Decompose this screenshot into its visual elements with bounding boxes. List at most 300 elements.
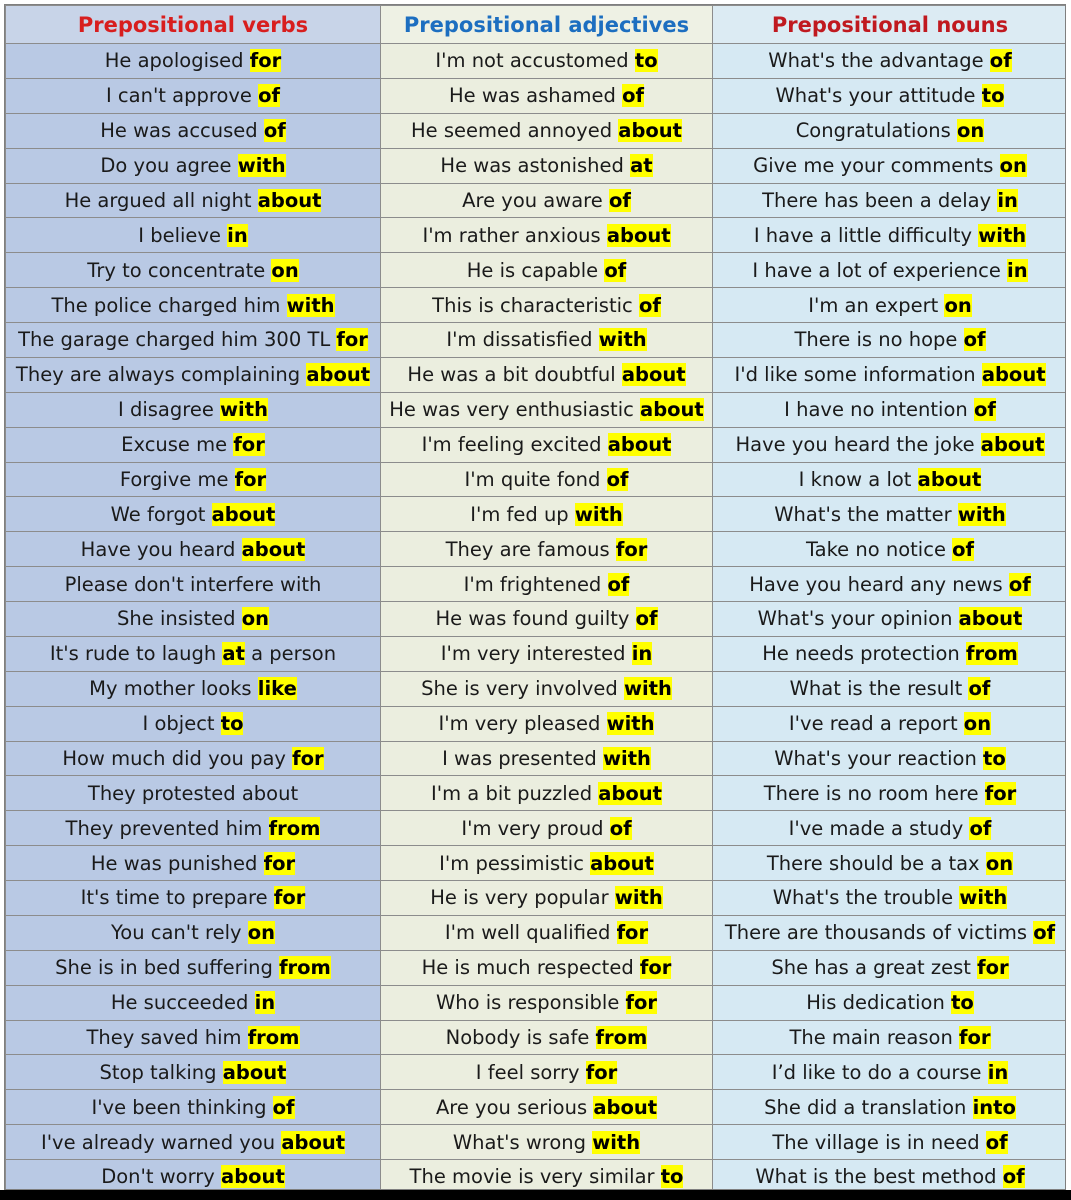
phrase-text: I have a little difficulty [753,223,979,247]
prepositions-table-frame [4,4,1066,1190]
highlighted-preposition: at [630,154,653,178]
noun-cell [713,497,1067,532]
phrase-text: I'm feeling excited [421,433,608,457]
highlighted-preposition: of [963,328,986,352]
highlighted-preposition: with [237,154,286,178]
phrase-text: You can't rely [110,921,248,945]
adjective-cell [381,1020,713,1055]
phrase-text: I'm very interested [440,642,632,666]
noun-cell [713,78,1067,113]
highlighted-preposition: about [222,1060,287,1084]
highlighted-preposition: to [220,712,244,736]
noun-cell [713,671,1067,706]
adjective-cell [381,811,713,846]
verb-cell [6,741,381,776]
phrase-text: There has been a delay [762,188,998,212]
table-row [6,113,1067,148]
highlighted-preposition: with [614,886,663,910]
phrase-text: What's wrong [452,1130,593,1154]
verb-cell [6,1160,381,1191]
highlighted-preposition: with [220,398,268,422]
table-row [6,1055,1067,1090]
verb-cell [6,671,381,706]
verb-cell [6,78,381,113]
verb-cell [6,1055,381,1090]
phrase-text: Forgive me [119,467,235,491]
phrase-text: He seemed annoyed [410,119,619,143]
noun-cell [713,427,1067,462]
verb-cell [6,253,381,288]
adjective-cell [381,323,713,358]
verb-cell [6,497,381,532]
phrase-text: I'm rather anxious [422,223,607,247]
highlighted-preposition: on [271,258,299,282]
table-row [6,1020,1067,1055]
highlighted-preposition: for [263,851,296,875]
phrase-text: Have you heard any news [749,572,1009,596]
table-row [6,44,1067,79]
highlighted-preposition: from [268,816,321,840]
highlighted-preposition: about [281,1130,346,1154]
phrase-text: I'm not accustomed [435,49,635,73]
highlighted-preposition: of [609,816,632,840]
highlighted-preposition: at [222,642,245,666]
verb-cell [6,357,381,392]
highlighted-preposition: about [981,363,1046,387]
phrase-text: He argued all night [64,188,258,212]
highlighted-preposition: for [234,467,267,491]
highlighted-preposition: of [969,816,992,840]
noun-cell [713,113,1067,148]
highlighted-preposition: of [1008,572,1031,596]
adjective-cell [381,671,713,706]
header-prepositional-nouns: Prepositional nouns [713,6,1067,44]
verb-cell [6,532,381,567]
phrase-text: What's the matter [774,502,958,526]
noun-cell [713,253,1067,288]
noun-cell [713,915,1067,950]
phrase-text: He is very popular [430,886,615,910]
adjective-cell [381,1090,713,1125]
phrase-text-tail: a person [244,642,337,666]
noun-cell [713,1055,1067,1090]
table-row [6,811,1067,846]
highlighted-preposition: of [604,258,627,282]
adjective-cell [381,636,713,671]
phrase-text: Stop talking [99,1060,223,1084]
table-row [6,985,1067,1020]
noun-cell [713,462,1067,497]
phrase-text: He was very enthusiastic [389,398,641,422]
highlighted-preposition: to [981,84,1005,108]
verb-cell [6,567,381,602]
table-row [6,532,1067,567]
highlighted-preposition: for [233,433,265,457]
phrase-text: I was presented [442,746,603,770]
verb-cell [6,881,381,916]
highlighted-preposition: into [972,1095,1016,1119]
highlighted-preposition: to [634,49,658,73]
highlighted-preposition: of [635,607,658,631]
highlighted-preposition: from [279,956,331,980]
header-prepositional-adjectives: Prepositional adjectives [381,6,713,44]
table-row [6,950,1067,985]
verb-cell [6,776,381,811]
phrase-text: I'm very pleased [438,712,607,736]
phrase-text: I have a lot of experience [752,258,1008,282]
highlighted-preposition: about [257,188,322,212]
adjective-cell [381,392,713,427]
header-row [6,6,1067,44]
table-row [6,78,1067,113]
table-row [6,636,1067,671]
phrase-text: I object [142,712,221,736]
phrase-text: I'm dissatisfied [446,328,599,352]
adjective-cell [381,44,713,79]
phrase-text: Who is responsible [435,991,626,1015]
phrase-text: I know a lot [798,467,918,491]
table-row [6,567,1067,602]
phrase-text: What's your reaction [774,746,984,770]
noun-cell [713,741,1067,776]
highlighted-preposition: with [574,502,623,526]
verb-cell [6,1090,381,1125]
highlighted-preposition: of [968,677,991,701]
phrase-text: I feel sorry [475,1060,586,1084]
highlighted-preposition: about [640,398,704,422]
phrase-text: He succeeded [110,991,255,1015]
phrase-text: We forgot [110,502,212,526]
phrase-text: What's your opinion [757,607,959,631]
highlighted-preposition: for [615,537,648,561]
highlighted-preposition: for [984,781,1017,805]
adjective-cell [381,148,713,183]
highlighted-preposition: about [618,119,682,143]
verb-cell [6,148,381,183]
verb-cell [6,427,381,462]
verb-cell [6,392,381,427]
highlighted-preposition: about [607,433,672,457]
table-row [6,497,1067,532]
table-row [6,253,1067,288]
highlighted-preposition: for [639,956,672,980]
noun-cell [713,811,1067,846]
highlighted-preposition: for [292,746,324,770]
phrase-text: They are always complaining [15,363,307,387]
phrase-text: What is the best method [755,1165,1003,1189]
noun-cell [713,357,1067,392]
phrase-text: They are famous [445,537,616,561]
highlighted-preposition: with [592,1130,641,1154]
phrase-text: It's time to prepare [80,886,274,910]
verb-cell [6,323,381,358]
phrase-text: There are thousands of victims [724,921,1034,945]
phrase-text: How much did you pay [62,746,293,770]
noun-cell [713,1020,1067,1055]
phrase-text: Don't worry [101,1165,222,1189]
highlighted-preposition: to [983,746,1006,770]
highlighted-preposition: in [254,991,276,1015]
phrase-text: Are you serious [435,1095,594,1119]
highlighted-preposition: about [241,537,306,561]
highlighted-preposition: in [997,188,1018,212]
noun-cell [713,985,1067,1020]
noun-cell [713,846,1067,881]
adjective-cell [381,113,713,148]
phrase-text: I’d like to do a course [771,1060,988,1084]
table-row [6,671,1067,706]
highlighted-preposition: of [1033,921,1056,945]
verb-cell [6,44,381,79]
highlighted-preposition: about [958,607,1023,631]
phrase-text: He is capable [466,258,605,282]
phrase-text: It's rude to laugh [49,642,223,666]
highlighted-preposition: with [286,293,335,317]
highlighted-preposition: from [595,1025,648,1049]
verb-cell [6,462,381,497]
adjective-cell [381,183,713,218]
table-row [6,218,1067,253]
phrase-text: He is much respected [421,956,640,980]
highlighted-preposition: on [957,119,985,143]
highlighted-preposition: for [336,328,368,352]
highlighted-preposition: to [660,1165,684,1189]
highlighted-preposition: in [227,223,248,247]
highlighted-preposition: for [977,956,1009,980]
adjective-cell [381,985,713,1020]
adjective-cell [381,1160,713,1191]
highlighted-preposition: of [606,467,629,491]
adjective-cell [381,78,713,113]
highlighted-preposition: of [989,49,1012,73]
table-row [6,1090,1067,1125]
table-row [6,323,1067,358]
adjective-cell [381,497,713,532]
adjective-cell [381,741,713,776]
highlighted-preposition: with [598,328,647,352]
noun-cell [713,776,1067,811]
adjective-cell [381,427,713,462]
phrase-text: The garage charged him 300 TL [18,328,337,352]
table-body [6,44,1067,1191]
verb-cell [6,985,381,1020]
table-row [6,462,1067,497]
highlighted-preposition: of [638,293,661,317]
noun-cell [713,636,1067,671]
adjective-cell [381,567,713,602]
table-row [6,427,1067,462]
highlighted-preposition: to [951,991,974,1015]
noun-cell [713,183,1067,218]
noun-cell [713,1090,1067,1125]
phrase-text: I'm pessimistic [439,851,591,875]
highlighted-preposition: in [987,1060,1009,1084]
header-prepositional-verbs: Prepositional verbs [6,6,381,44]
phrase-text: I'm a bit puzzled [430,781,599,805]
highlighted-preposition: on [944,293,972,317]
highlighted-preposition: in [631,642,653,666]
verb-cell [6,602,381,637]
phrase-text: Are you aware [462,188,609,212]
phrase-text: Congratulations [795,119,958,143]
verb-cell [6,915,381,950]
noun-cell [713,218,1067,253]
highlighted-preposition: about [980,433,1045,457]
highlighted-preposition: about [621,363,686,387]
phrase-text: I'm well qualified [444,921,617,945]
noun-cell [713,706,1067,741]
phrase-text: I'm fed up [470,502,575,526]
verb-cell [6,846,381,881]
verb-cell [6,636,381,671]
phrase-text: She has a great zest [771,956,978,980]
highlighted-preposition: for [273,886,306,910]
adjective-cell [381,602,713,637]
noun-cell [713,1125,1067,1160]
adjective-cell [381,915,713,950]
phrase-text: He was a bit doubtful [407,363,622,387]
adjective-cell [381,462,713,497]
highlighted-preposition: on [241,607,269,631]
prepositions-table [5,5,1066,1190]
phrase-text: The village is in need [772,1130,986,1154]
highlighted-preposition: of [607,572,630,596]
phrase-text: They prevented him [65,816,269,840]
highlighted-preposition: about [306,363,371,387]
phrase-text: They protested about [87,781,299,805]
noun-cell [713,392,1067,427]
verb-cell [6,183,381,218]
adjective-cell [381,1055,713,1090]
highlighted-preposition: of [263,119,286,143]
phrase-text: He was ashamed [449,84,623,108]
verb-cell [6,1020,381,1055]
phrase-text: Excuse me [121,433,234,457]
adjective-cell [381,776,713,811]
highlighted-preposition: on [963,712,992,736]
verb-cell [6,113,381,148]
highlighted-preposition: of [952,537,975,561]
adjective-cell [381,357,713,392]
phrase-text: Nobody is safe [445,1025,596,1049]
phrase-text: I can't approve [105,84,259,108]
highlighted-preposition: about [606,223,671,247]
phrase-text: This is characteristic [432,293,639,317]
highlighted-preposition: for [959,1025,991,1049]
phrase-text: The police charged him [51,293,287,317]
highlighted-preposition: for [585,1060,618,1084]
table-row [6,1160,1067,1191]
table-row [6,1125,1067,1160]
highlighted-preposition: of [258,84,281,108]
highlighted-preposition: on [985,851,1014,875]
phrase-text: She did a translation [764,1095,973,1119]
noun-cell [713,148,1067,183]
highlighted-preposition: for [249,49,282,73]
highlighted-preposition: with [606,712,655,736]
highlighted-preposition: on [247,921,276,945]
highlighted-preposition: of [985,1130,1008,1154]
phrase-text: My mother looks [89,677,258,701]
table-row [6,357,1067,392]
table-row [6,706,1067,741]
highlighted-preposition: about [917,467,982,491]
phrase-text: I'd like some information [734,363,982,387]
phrase-text: There is no room here [763,781,985,805]
phrase-text: What's the advantage [768,49,990,73]
highlighted-preposition: of [272,1095,295,1119]
phrase-text: Take no notice [805,537,953,561]
phrase-text: He was astonished [440,154,631,178]
table-row [6,602,1067,637]
table-row [6,148,1067,183]
highlighted-preposition: from [247,1025,300,1049]
phrase-text: I'm frightened [463,572,608,596]
phrase-text: He apologised [104,49,250,73]
phrase-text: She is very involved [421,677,624,701]
phrase-text: Please don't interfere with [64,572,322,596]
highlighted-preposition: for [616,921,649,945]
noun-cell [713,881,1067,916]
phrase-text: The main reason [789,1025,960,1049]
phrase-text: Have you heard the joke [735,433,981,457]
phrase-text: She is in bed suffering [55,956,280,980]
phrase-text: They saved him [86,1025,248,1049]
highlighted-preposition: of [608,188,631,212]
highlighted-preposition: from [965,642,1018,666]
verb-cell [6,288,381,323]
adjective-cell [381,218,713,253]
phrase-text: He was found guilty [435,607,636,631]
adjective-cell [381,950,713,985]
highlighted-preposition: with [978,223,1027,247]
phrase-text: I'm very proud [461,816,610,840]
noun-cell [713,1160,1067,1191]
table-row [6,392,1067,427]
adjective-cell [381,253,713,288]
highlighted-preposition: about [593,1095,658,1119]
highlighted-preposition: for [625,991,658,1015]
adjective-cell [381,846,713,881]
adjective-cell [381,881,713,916]
phrase-text: There should be a tax [766,851,986,875]
phrase-text: His dedication [806,991,952,1015]
highlighted-preposition: about [211,502,276,526]
phrase-text: Give me your comments [753,154,1000,178]
verb-cell [6,218,381,253]
verb-cell [6,1125,381,1160]
highlighted-preposition: of [973,398,996,422]
verb-cell [6,706,381,741]
table-header [6,6,1067,44]
highlighted-preposition: of [1002,1165,1025,1189]
noun-cell [713,950,1067,985]
highlighted-preposition: of [622,84,644,108]
noun-cell [713,323,1067,358]
phrase-text: There is no hope [794,328,964,352]
noun-cell [713,602,1067,637]
phrase-text: I disagree [118,398,221,422]
phrase-text: I've read a report [788,712,964,736]
phrase-text: The movie is very similar [409,1165,661,1189]
phrase-text: I'm quite fond [464,467,607,491]
adjective-cell [381,288,713,323]
highlighted-preposition: in [1007,258,1028,282]
phrase-text: I have no intention [784,398,974,422]
phrase-text: He needs protection [762,642,966,666]
highlighted-preposition: on [999,154,1027,178]
noun-cell [713,44,1067,79]
